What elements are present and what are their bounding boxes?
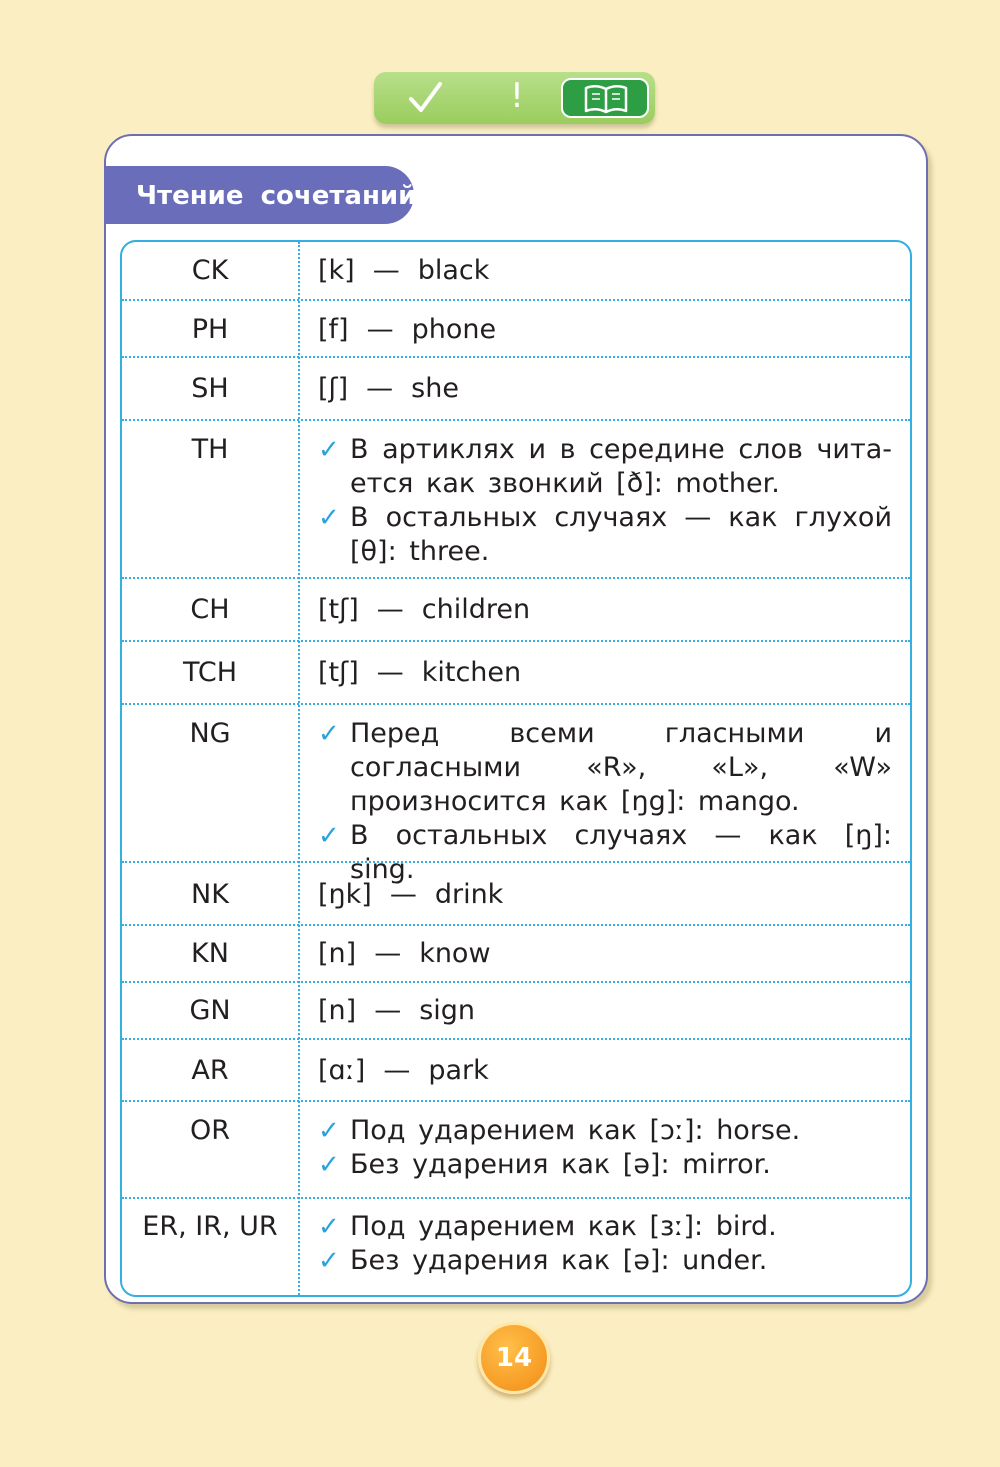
rule-text: В остальных случаях — как [ŋ]: sing.	[350, 820, 892, 885]
combination-ch: CH	[190, 594, 230, 625]
row-separator	[122, 577, 910, 579]
table-row-ph	[318, 313, 496, 347]
checkmark-icon: ✓	[318, 435, 340, 465]
rule-bullet	[318, 1114, 892, 1148]
checkmark-icon: ✓	[318, 821, 340, 851]
checkmark-icon: ✓	[318, 1150, 340, 1180]
example-word: she	[411, 373, 459, 404]
rule-bullet	[318, 819, 892, 887]
transcription: [n]	[318, 938, 357, 969]
transcription: [k]	[318, 255, 355, 286]
row-separator	[122, 1038, 910, 1040]
example-word: children	[421, 594, 531, 625]
transcription: [f]	[318, 314, 349, 345]
example-word: black	[417, 255, 490, 286]
combination-er-ir-ur: ER, IR, UR	[142, 1211, 278, 1242]
checkmark-icon: ✓	[318, 719, 340, 749]
rule-bullet	[318, 717, 892, 819]
dash: —	[366, 314, 394, 345]
rule-bullet	[318, 501, 892, 569]
combination-kn: KN	[191, 938, 229, 969]
dash: —	[383, 1055, 411, 1086]
rule-text: Без ударения как [ə]: under.	[350, 1245, 768, 1276]
rule-text: В остальных случаях — как глухой [θ]: three.	[350, 502, 892, 567]
checkmark-icon: ✓	[318, 1246, 340, 1276]
dash: —	[366, 373, 394, 404]
example-word: sign	[419, 995, 476, 1026]
section-title: Чтение сочетаний	[136, 181, 417, 211]
combination-sh: SH	[191, 373, 229, 404]
transcription: [tʃ]	[318, 657, 359, 688]
table-row-ar	[318, 1054, 489, 1088]
transcription: [ʃ]	[318, 373, 349, 404]
row-separator	[122, 356, 910, 358]
checkmark-icon: ✓	[318, 1212, 340, 1242]
table-row-nk	[318, 878, 503, 912]
transcription: [tʃ]	[318, 594, 359, 625]
rule-bullet	[318, 1210, 892, 1244]
dash: —	[389, 879, 417, 910]
dash: —	[374, 938, 402, 969]
checkmark-icon: ✓	[318, 1116, 340, 1146]
row-separator	[122, 419, 910, 421]
rule-text: Под ударением как [ɔː]: horse.	[350, 1115, 801, 1146]
combination-tch: TCH	[182, 657, 238, 688]
row-separator	[122, 1197, 910, 1199]
table-row-ch	[318, 593, 530, 627]
rule-bullet	[318, 1244, 892, 1278]
row-separator	[122, 703, 910, 705]
combination-ar: AR	[191, 1055, 229, 1086]
combination-ck: CK	[191, 255, 229, 286]
dash: —	[374, 995, 402, 1026]
rule-text: В артиклях и в середине слов чита- ется как звонкий [ð]: mother.	[350, 434, 892, 499]
combination-nk: NK	[191, 879, 229, 910]
transcription: [ɑː]	[318, 1055, 366, 1086]
page-number: 14	[495, 1343, 533, 1373]
example-word: drink	[434, 879, 504, 910]
table-row-tch	[318, 656, 521, 690]
rule-text: Под ударением как [ɜː]: bird.	[350, 1211, 777, 1242]
table-row-kn	[318, 937, 491, 971]
example-word: park	[428, 1055, 489, 1086]
dash: —	[372, 255, 400, 286]
example-word: know	[419, 938, 491, 969]
combination-ng: NG	[189, 718, 231, 749]
table-row-ck	[318, 254, 489, 288]
dash: —	[376, 657, 404, 688]
rule-text: Без ударения как [ə]: mirror.	[350, 1149, 771, 1180]
example-word: phone	[411, 314, 497, 345]
row-separator	[122, 299, 910, 301]
row-separator	[122, 640, 910, 642]
rule-text: Перед всеми гласными и согласными «R», «L», «W» произносится как [ŋg]: mango.	[350, 718, 892, 817]
row-separator	[122, 924, 910, 926]
example-word: kitchen	[421, 657, 522, 688]
transcription: [n]	[318, 995, 357, 1026]
dash: —	[376, 594, 404, 625]
rule-bullet	[318, 1148, 892, 1182]
table-row-sh	[318, 372, 459, 406]
combination-ph: PH	[191, 314, 229, 345]
row-separator	[122, 981, 910, 983]
book-icon	[583, 84, 629, 114]
table-row-gn	[318, 994, 475, 1028]
rule-bullet	[318, 433, 892, 501]
checkmark-icon[interactable]	[405, 78, 445, 118]
combination-gn: GN	[189, 995, 231, 1026]
column-divider	[298, 242, 300, 1295]
combination-or: OR	[189, 1115, 230, 1146]
book-button[interactable]	[561, 78, 649, 118]
combination-th: TH	[191, 434, 229, 465]
transcription: [ŋk]	[318, 879, 372, 910]
exclamation-icon[interactable]: !	[510, 76, 524, 116]
checkmark-icon: ✓	[318, 503, 340, 533]
row-separator	[122, 1100, 910, 1102]
